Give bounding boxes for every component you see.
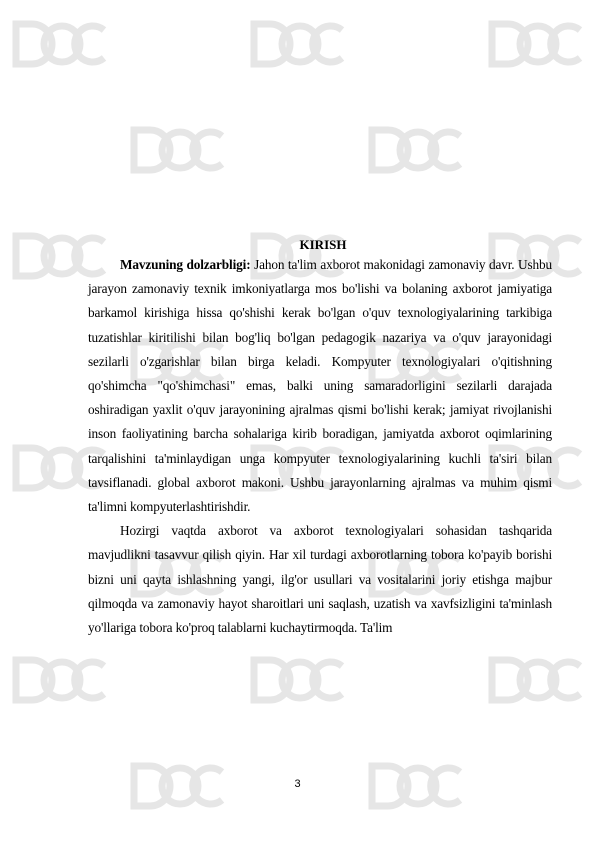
document-watermark-icon	[486, 652, 586, 708]
paragraph-current	[88, 519, 552, 640]
document-watermark-icon	[366, 122, 466, 178]
document-watermark-icon	[248, 652, 348, 708]
paragraph-relevance	[88, 253, 552, 519]
paragraph-text: Hozirgi vaqtda axborot va axborot texnologiyalari sohasidan tashqarida mavjudlikni tasavvur qilish qiyin. Har xil turdagi axborotlarning tobora ko'payib borishi bizni uni qayta ishlashning yangi, ilg'or usullari va vositalarini joriy etishga majbur qilmoqda va zamonaviy hayot sharoitlari uni saqlash, uzatish va xavfsizligini ta'minlash yo'llariga tobora ko'proq talablarni kuchaytirmoqda. Ta'lim	[88, 523, 552, 636]
document-watermark-icon	[128, 122, 228, 178]
paragraph-lead: Mavzuning dolzarbligi:	[120, 257, 251, 272]
page-number: 3	[294, 778, 301, 790]
document-watermark-icon	[248, 16, 348, 72]
page-content	[88, 236, 552, 640]
document-watermark-icon	[486, 16, 586, 72]
paragraph-text: Jahon ta'lim axborot makonidagi zamonaviy davr. Ushbu jarayon zamonaviy texnik imkoniyatlarga mos bo'lishi va bolaning axborot jamiyatiga barkamol kirishiga hissa qo'shishi kerak bo'lgan o'quv texnologiyalarining tarkibiga tuzatishlar kiritilishi bilan bog'liq bo'lgan pedagogik nazariya va o'quv jarayonidagi sezilarli o'zgarishlar bilan birga keladi. Kompyuter texnologiyalari o'qitishning qo'shimcha "qo'shimchasi" emas, balki uning samaradorligini sezilarli darajada oshiradigan yaxlit o'quv jarayonining ajralmas qismi bo'lishi kerak; jamiyat rivojlanishi inson faoliyatining barcha sohalariga kirib boradigan, jamiyatda axborot oqimlarining tarqalishini ta'minlaydigan unga kompyuter texnologiyalarining kuchli ta'siri bilan tavsiflanadi. global axborot makoni. Ushbu jarayonlarning ajralmas va muhim qismi ta'limni kompyuterlashtirishdir.	[88, 257, 552, 515]
document-watermark-icon	[10, 16, 110, 72]
section-heading: KIRISH	[299, 237, 347, 252]
document-watermark-icon	[10, 652, 110, 708]
